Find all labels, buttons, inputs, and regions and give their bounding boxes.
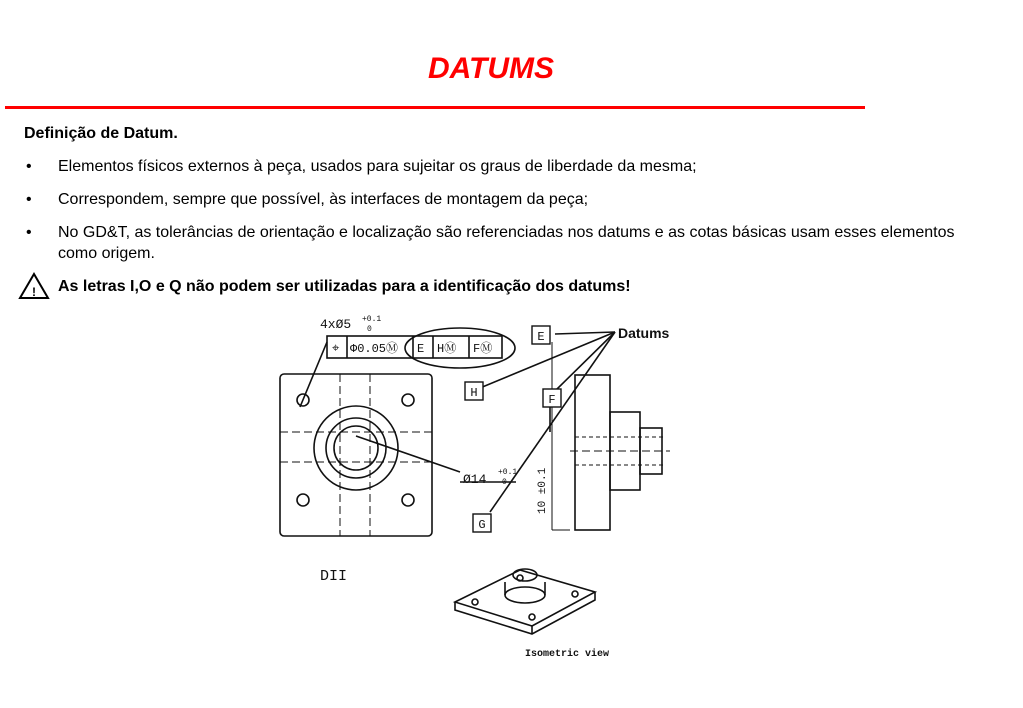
bore-callout: Ø14 (463, 472, 487, 487)
bore-tol-upper: +0.1 (498, 468, 518, 477)
bullet-item-2 (24, 189, 984, 210)
fcf-tolerance: Φ0.05Ⓜ (350, 342, 399, 356)
datum-h-label: H (470, 386, 478, 400)
definition-heading: Definição de Datum. (24, 125, 178, 142)
warning-icon-mark: ! (32, 285, 36, 299)
boss-inner (326, 418, 386, 478)
mounting-hole (402, 394, 414, 406)
length-callout: 10 ±0.1 (537, 467, 549, 514)
title-divider (5, 106, 865, 109)
bullet-item-3 (24, 222, 984, 264)
isometric-label: Isometric view (525, 649, 610, 660)
mounting-hole (402, 494, 414, 506)
slide-title: DATUMS (427, 52, 555, 85)
isometric-plate (455, 570, 595, 626)
bullet-text: Correspondem, sempre que possível, às interfaces de montagem da peça; (58, 191, 589, 208)
bullet-text: Elementos físicos externos à peça, usados para sujeitar os graus de liberdade da mesma; (58, 158, 697, 175)
bullet-text: No GD&T, as tolerâncias de orientação e localização são referenciadas nos datums e as cotas básicas usam esses elementos como origem. (58, 224, 955, 262)
hole-callout: 4xØ5 (320, 317, 352, 332)
datum-g-label: G (478, 518, 486, 532)
side-view-flange (575, 375, 610, 530)
fcf-datum-h: HⓂ (437, 342, 457, 356)
bullet-dot: • (26, 224, 32, 241)
fcf-datum-e: E (417, 342, 425, 356)
bullet-item-1 (24, 156, 984, 177)
view-label: DII (320, 568, 348, 585)
warning-triangle-icon (18, 272, 50, 300)
datums-label: Datums (618, 325, 670, 341)
position-symbol: ⌖ (332, 341, 340, 356)
bore-tol-lower: 0 (502, 478, 507, 487)
warning-note (24, 276, 984, 297)
warning-text: As letras I,O e Q não podem ser utilizadas para a identificação dos datums! (58, 278, 631, 295)
isometric-boss (505, 587, 545, 603)
hole-tol-upper: +0.1 (362, 315, 382, 324)
bullet-dot: • (26, 191, 32, 208)
hole-tol-lower: 0 (367, 325, 372, 334)
mounting-hole (297, 494, 309, 506)
bore (334, 426, 378, 470)
datum-e-label: E (537, 330, 545, 344)
bullet-dot: • (26, 158, 32, 175)
datum-drawing (270, 312, 710, 668)
datum-f-label: F (548, 393, 556, 407)
slide-content (24, 123, 984, 297)
fcf-datum-f: FⓂ (473, 342, 493, 356)
